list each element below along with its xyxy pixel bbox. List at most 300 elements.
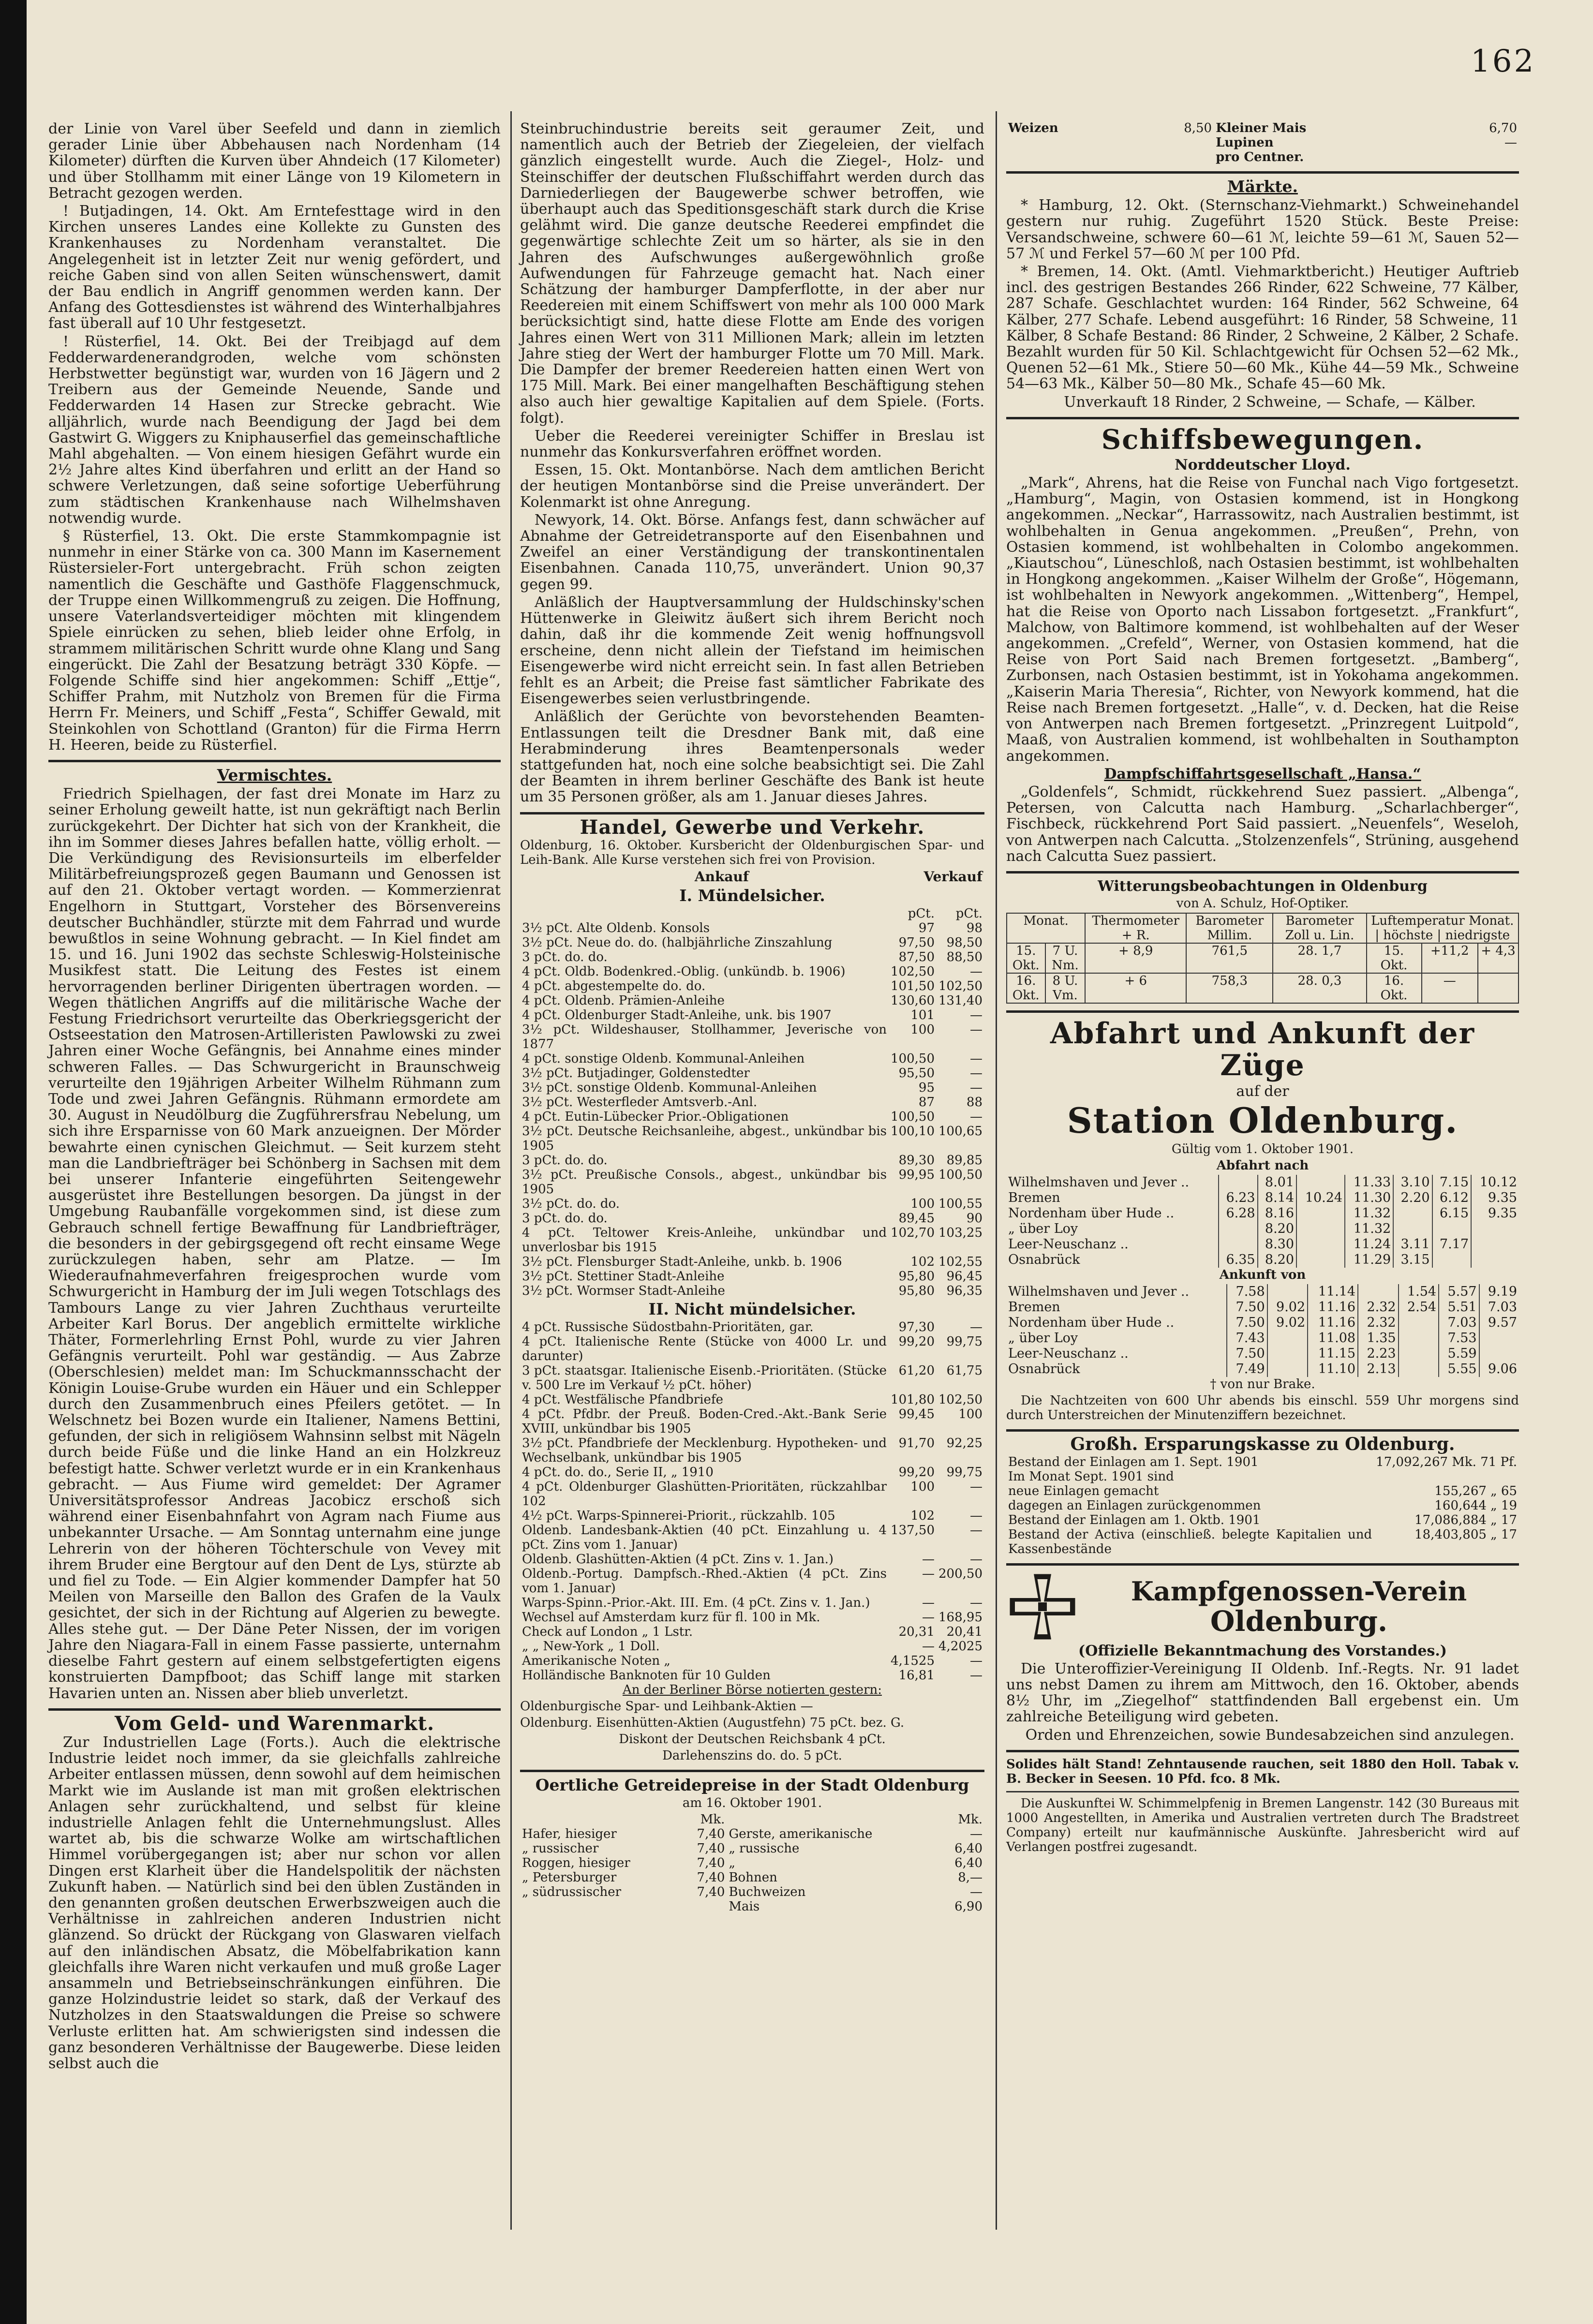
section-heading: Oertliche Getreidepreise in der Stadt Oldenburg <box>535 1776 969 1795</box>
kurs-row-cell: Holländische Banknoten für 10 Gulden <box>522 1668 771 1683</box>
getreide-row-cell: 6,40 <box>954 1856 983 1871</box>
iron-cross-icon <box>1006 1570 1079 1643</box>
savings-row-cell: Bestand der Activa (einschließ. belegte Kapitalien und Kassenbestände <box>1008 1527 1372 1556</box>
kurs-row-cell: 102,50 <box>891 964 935 979</box>
kurs-row-cell: 20,41 <box>946 1625 983 1640</box>
kurs-row-cell: 89,85 <box>946 1153 983 1168</box>
train-row-cell <box>1219 1237 1257 1252</box>
article-text: ! Butjadingen, 14. Okt. Am Erntefesttage wird in den Kirchen unseres Landes eine Kollekte zu Gunsten des Krankenhauses zu Nordenham veranstaltet. Die Angelegenheit ist in letzter Zeit nur wenig gefördert, und reiche Gaben sind von allen Seiten wünschenswert, damit der Bau endlich in Angriff genommen werden kann. Der Anfang des Gottesdienstes ist während des Winterhalbjahres fast überall auf 10 Uhr festgesetzt. <box>48 203 501 332</box>
train-row-cell <box>1358 1284 1399 1300</box>
train-row-cell <box>1267 1346 1308 1362</box>
weather-row-cell: — <box>1422 973 1478 1003</box>
kurs-row <box>520 1124 984 1153</box>
getreide-row-cell: 6,40 <box>954 1841 983 1856</box>
train-row <box>1006 1252 1519 1268</box>
column-rule <box>996 111 997 2230</box>
train-row-cell: 10.24 <box>1296 1190 1345 1206</box>
train-row-cell: Bremen <box>1008 1300 1060 1315</box>
kurs-table-1 <box>520 906 984 1298</box>
getreide-row-cell: „ Petersburger <box>522 1870 617 1885</box>
divider <box>1006 417 1519 419</box>
kurs-row-cell: 90 <box>966 1211 983 1226</box>
kurs-row-cell: — <box>970 1080 983 1095</box>
weather-header-cell: Barometer Millim. <box>1186 913 1273 943</box>
kurs-row-cell: 96,35 <box>946 1283 983 1298</box>
kurs-row-cell: 100 <box>910 1196 935 1211</box>
timetable-note: † von nur Brake. <box>1210 1377 1315 1392</box>
kurs-table-2 <box>520 1320 984 1683</box>
kurs-row <box>520 950 984 964</box>
kurs-row <box>520 1255 984 1269</box>
kurs-row-cell: 4 pCt. Oldenburger Glashütten-Prioritäten, rückzahlbar 102 <box>522 1480 887 1509</box>
savings-row-cell: neue Einlagen gemacht <box>1008 1483 1159 1498</box>
section-heading: Vom Geld- und Warenmarkt. <box>114 1712 435 1735</box>
kurs-row-cell: — <box>970 1480 983 1495</box>
subsection-heading: Norddeutscher Lloyd. <box>1175 456 1351 474</box>
kurs-row-cell: 3½ pCt. sonstige Oldenb. Kommunal-Anleihen <box>522 1080 817 1095</box>
col-header: Verkauf <box>923 868 983 885</box>
kurs-row-cell: 4 pCt. Oldenb. Prämien-Anleihe <box>522 993 725 1008</box>
train-row-cell: Osnabrück <box>1008 1252 1080 1268</box>
getreide-row-cell: „ südrussischer <box>522 1885 622 1900</box>
weather-row-cell: 7 U. Nm. <box>1045 943 1086 973</box>
weather-header <box>1007 913 1519 943</box>
diskont-line: Diskont der Deutschen Reichsbank 4 pCt. <box>619 1732 886 1747</box>
train-row-cell: 11.16 <box>1308 1300 1358 1315</box>
weather-row-cell: 28. 0,3 <box>1273 973 1366 1003</box>
train-row-cell: 7.03 <box>1439 1315 1479 1331</box>
kurs-row-cell: 4,2025 <box>938 1639 983 1654</box>
divider <box>1006 1429 1519 1432</box>
train-row-cell <box>1393 1206 1432 1221</box>
train-row-cell: 11.30 <box>1345 1190 1393 1206</box>
train-row-cell: 7.17 <box>1432 1237 1471 1252</box>
kurs-row-cell: 99,75 <box>946 1334 983 1349</box>
grain-name: Weizen <box>1008 121 1058 135</box>
arrival-table <box>1006 1284 1519 1377</box>
train-row-cell: 6.23 <box>1219 1190 1257 1206</box>
kurs-row-cell: 200,50 <box>938 1567 983 1582</box>
train-row-cell: 6.28 <box>1219 1206 1257 1221</box>
train-row <box>1006 1284 1519 1300</box>
getreide-row-cell: 7,40 <box>697 1841 725 1856</box>
kurs-row <box>520 935 984 950</box>
club-city: Oldenburg. <box>1210 1604 1388 1638</box>
weather-row-cell: 761,5 <box>1186 943 1273 973</box>
kurs-row <box>520 1269 984 1284</box>
train-row-cell: 9.57 <box>1479 1315 1519 1331</box>
train-row-cell: 9.35 <box>1471 1190 1519 1206</box>
weather-row-cell: +11,2 <box>1422 943 1478 973</box>
kurs-row-cell: 100 <box>958 1407 983 1422</box>
kurs-row-cell: 95,80 <box>898 1283 935 1298</box>
getreide-row-cell: Mais <box>729 1899 760 1914</box>
kurs-row <box>520 979 984 993</box>
kurs-row-cell: Oldenb.-Portug. Dampfsch.-Rhed.-Aktien (4 pCt. Zins vom 1. Januar) <box>522 1567 887 1596</box>
kurs-row-cell: 3½ pCt. Preußische Consols., abgest., unkündbar bis 1905 <box>522 1167 887 1197</box>
train-row-cell: Nordenham über Hude .. <box>1008 1206 1175 1221</box>
diskont-line: Darlehenszins do. do. 5 pCt. <box>662 1748 842 1763</box>
article-text: „Goldenfels“, Schmidt, rückkehrend Suez passiert. „Albenga“, Petersen, von Calcutta nach Hamburg. „Scharlachberger“, Fischbeck, rückkehrend Port Said passiert. „Neuenfels“, Weseloh, von Antwerpen nach Calcutta. „Stolzenzenfels“, Strüning, ausgehend nach Calcutta Suez passiert. <box>1006 783 1519 865</box>
train-row-cell: 2.32 <box>1358 1315 1399 1331</box>
train-row-cell <box>1267 1331 1308 1346</box>
train-row-cell <box>1296 1206 1345 1221</box>
section-heading: Märkte. <box>1227 177 1298 196</box>
train-row-cell <box>1399 1315 1439 1331</box>
unit-label: pCt. <box>955 906 983 921</box>
kurs-row <box>520 1668 984 1683</box>
getreide-row-cell: „ <box>729 1856 735 1871</box>
kurs-row-cell: Check auf London „ 1 Lstr. <box>522 1625 693 1640</box>
kurs-row-cell: 3 pCt. do. do. <box>522 949 608 964</box>
kurs-row-cell: 87 <box>918 1095 935 1110</box>
article-text: * Bremen, 14. Okt. (Amtl. Viehmarktbericht.) Heutiger Auftrieb incl. des gestrigen Bestandes 266 Rinder, 622 Schweine, 77 Kälber, 287 Schafe. Geschlachtet wurden: 164 Rinder, 562 Schweine, 64 Kälber, 277 Schafe. Lebend ausgeführt: 16 Rinder, 58 Schweine, 11 Kälber, 8 Schafe Bestand: 86 Rinder, 2 Schweine, 2 Kälber, 2 Schafe. Bezahlt wurden für 50 Kil. Schlachtgewicht für Ochsen 52—62 Mk., Quenen 52—61 Mk., Stiere 50—60 Mk., Kühe 44—59 Mk., Schweine 54—63 Mk., Kälber 50—80 Mk., Schafe 45—60 Mk. <box>1006 263 1519 393</box>
getreide-row <box>520 1827 984 1841</box>
kurs-row-cell: 4 pCt. Pfdbr. der Preuß. Boden-Cred.-Akt.-Bank Serie XVIII, unkündbar bis 1905 <box>522 1407 887 1436</box>
train-row <box>1006 1237 1519 1252</box>
savings-rows <box>1006 1455 1519 1556</box>
train-row-cell: 1.54 <box>1399 1284 1439 1300</box>
getreide-row-cell <box>520 1899 681 1914</box>
grain-price: 8,50 <box>1184 121 1212 135</box>
kurs-row-cell: — <box>922 1596 935 1611</box>
train-row-cell <box>1296 1237 1345 1252</box>
kurs-row <box>520 1022 984 1051</box>
article-text: Anläßlich der Hauptversammlung der Huldschinsky'schen Hüttenwerke in Gleiwitz äußert sich ihrem Bericht noch dahin, daß ihr die kommende Zeit wenig hoffnungsvoll erscheine, denn nicht allein der Tiefstand im heimischen Eisengewerbe wird nicht erreicht sein. In fast allen Betrieben fehlt es an Arbeit; die Preise fast sämtlicher Fabrikate des Eisengewerbes seien verlustbringende. <box>520 593 984 708</box>
getreide-row <box>520 1856 984 1870</box>
article-text: Ueber die Reederei vereinigter Schiffer in Breslau ist nunmehr das Konkursverfahren eröffnet worden. <box>520 427 984 461</box>
getreide-row-cell: — <box>970 1827 983 1842</box>
weather-row-cell: 15. Okt. <box>1007 943 1045 973</box>
train-row-cell <box>1432 1221 1471 1237</box>
kurs-row <box>520 1407 984 1436</box>
kurs-row-cell: 4 pCt. abgestempelte do. do. <box>522 978 706 993</box>
weather-row <box>1007 943 1519 973</box>
kurs-row-cell: 100,65 <box>938 1124 983 1139</box>
train-row-cell: Leer-Neuschanz .. <box>1008 1237 1129 1252</box>
page-number: 162 <box>1471 44 1536 79</box>
weather-row-cell: + 6 <box>1085 973 1186 1003</box>
train-row-cell: 11.29 <box>1345 1252 1393 1268</box>
train-row-cell: „ über Loy <box>1008 1221 1078 1237</box>
kurs-row-cell: 3½ pCt. Stettiner Stadt-Anleihe <box>522 1269 725 1284</box>
train-row-cell: 2.32 <box>1358 1300 1399 1315</box>
unit-label: Mk. <box>700 1812 725 1827</box>
scan-edge <box>0 0 27 2324</box>
kurs-intro: Oldenburg, 16. Oktober. Kursbericht der Oldenburgischen Spar- und Leih-Bank. Alle Kurse verstehen sich frei von Provision. <box>520 838 984 867</box>
kurs-row-cell: 88,50 <box>946 949 983 964</box>
article-text: § Rüsterfiel, 13. Okt. Die erste Stammkompagnie ist nunmehr in einer Stärke von ca. 300 Mann im Kasernement Rüstersieler-Fort untergebracht. Früh schon zeigten namentlich die Geschäfte und Gasthöfe Flaggenschmuck, der Truppe einen Willkommengruß zu zeigen. Die Hoffnung, unsere Vaterlandsverteidiger möchten mit klingendem Spiele einrücken zu sehen, blieb leider ohne Erfolg, in strammem militärischen Schritt wurde ohne Klang und Sang eingerückt. Die Zahl der Besatzung beträgt 330 Köpfe. — Folgende Schiffe sind hier angekommen: Schiff „Ettje“, Schiffer Prahm, mit Nutzholz von Bremen für die Firma Herrn Fr. Meiners, und Schiff „Festa“, Schiffer Gewald, mit Steinkohlen von Schottland (Granton) für die Firma Herrn H. Heeren, beide zu Rüsterfiel. <box>48 528 501 754</box>
weather-header-cell: Thermometer + R. <box>1085 913 1186 943</box>
kurs-row <box>520 1567 984 1596</box>
train-row-cell: 7.43 <box>1227 1331 1267 1346</box>
train-row-cell: 8.16 <box>1258 1206 1296 1221</box>
train-row-cell: 1.35 <box>1358 1331 1399 1346</box>
train-row-cell <box>1296 1175 1345 1190</box>
train-row-cell: 6.35 <box>1219 1252 1257 1268</box>
kurs-row <box>520 1625 984 1639</box>
savings-row-cell: Bestand der Einlagen am 1. Oktb. 1901 <box>1008 1512 1261 1527</box>
weather-rows <box>1007 943 1519 1003</box>
train-row-cell <box>1267 1284 1308 1300</box>
column-1 <box>48 121 501 2073</box>
kurs-row <box>520 1320 984 1334</box>
kurs-row-cell: 3 pCt. staatsgar. Italienische Eisenb.-Prioritäten. (Stücke v. 500 Lre im Verkauf ½ pCt. höher) <box>522 1363 887 1393</box>
grain-name: Lupinen <box>1216 135 1274 150</box>
kurs-row-cell: 3 pCt. do. do. <box>522 1211 608 1226</box>
kurs-row-cell: 89,30 <box>898 1153 935 1168</box>
advertisement: Solides hält Stand! Zehntausende rauchen, seit 1880 den Holl. Tabak v. B. Becker in Seesen. 10 Pfd. fco. 8 Mk. <box>1006 1757 1519 1786</box>
savings-row <box>1006 1484 1519 1498</box>
getreide-row-cell: Bohnen <box>729 1870 777 1885</box>
train-row-cell: 11.08 <box>1308 1331 1358 1346</box>
train-row-cell: Wilhelmshaven und Jever .. <box>1008 1175 1190 1190</box>
kurs-row-cell: 4 pCt. Eutin-Lübecker Prior.-Obligationen <box>522 1109 789 1124</box>
train-row-cell <box>1296 1221 1345 1237</box>
savings-table <box>1006 1455 1519 1556</box>
kurs-row-cell: 3 pCt. do. do. <box>522 1153 608 1168</box>
article-text: * Hamburg, 12. Okt. (Sternschanz-Viehmarkt.) Schweinehandel gestern nur ruhig. Zugeführt 1520 Stück. Beste Preise: Versandschweine, schwere 60—61 ℳ, leichte 59—61 ℳ, Sauen 52—57 ℳ und Ferkel 57—60 ℳ per 100 Pfd. <box>1006 197 1519 262</box>
train-row-cell: 5.55 <box>1439 1362 1479 1377</box>
train-row-cell: 8.30 <box>1258 1237 1296 1252</box>
train-row-cell: 2.20 <box>1393 1190 1432 1206</box>
train-row-cell: 11.16 <box>1308 1315 1358 1331</box>
advertisement: Die Auskunftei W. Schimmelpfenig in Bremen Langenstr. 142 (30 Bureaus mit 1000 Angestellten, in Amerika und Australien vertreten durch The Bradstreet Company) erteilt nur kaufmännische Auskünfte. Jahresbericht wird auf Verlangen postfrei zugesandt. <box>1006 1796 1519 1854</box>
kurs-row <box>520 1334 984 1363</box>
kurs-row-cell: 97,50 <box>898 935 935 950</box>
weather-row-cell: 28. 1,7 <box>1273 943 1366 973</box>
train-row-cell: Leer-Neuschanz .. <box>1008 1346 1129 1362</box>
kurs-row-cell: 131,40 <box>938 993 983 1008</box>
kurs-row-cell: 98 <box>966 920 983 935</box>
train-row-cell: 11.24 <box>1345 1237 1393 1252</box>
kurs-row-cell: 3½ pCt. Westerfleder Amtsverb.-Anl. <box>522 1095 758 1110</box>
kurs-row <box>520 1465 984 1480</box>
train-row-cell <box>1479 1331 1519 1346</box>
kurs-row-cell: 101,50 <box>891 978 935 993</box>
weather-header-cell: Luftemperatur Monat. | höchste | niedrigste <box>1367 913 1519 943</box>
kurs-row-cell: 4 pCt. sonstige Oldenb. Kommunal-Anleihen <box>522 1051 805 1066</box>
train-row-cell: Wilhelmshaven und Jever .. <box>1008 1284 1190 1300</box>
getreide-row-cell: „ russischer <box>522 1841 599 1856</box>
kurs-row-cell: Amerikanische Noten „ <box>522 1654 670 1669</box>
getreide-row-cell: 6,90 <box>954 1899 983 1914</box>
train-row-cell: Bremen <box>1008 1190 1060 1206</box>
train-row-cell: 11.33 <box>1345 1175 1393 1190</box>
train-row-cell <box>1267 1362 1308 1377</box>
kurs-row <box>520 1211 984 1226</box>
train-row-cell: 9.02 <box>1267 1315 1308 1331</box>
weather-row-cell: 758,3 <box>1186 973 1273 1003</box>
kurs-row-cell: 130,60 <box>891 993 935 1008</box>
weizen-table <box>1006 121 1519 164</box>
kurs-row-cell: 97 <box>918 920 935 935</box>
weather-row <box>1007 973 1519 1003</box>
train-row-cell: 7.03 <box>1479 1300 1519 1315</box>
kurs-row-cell: — <box>970 1552 983 1567</box>
kurs-row-cell: 100 <box>910 1022 935 1037</box>
article-text: der Linie von Varel über Seefeld und dann in ziemlich gerader Linie über Abbehausen nach Nordenham (14 Kilometer) dürften die Kurven über Ahndeich (17 Kilometer) und über Stollhamm mit einer Länge von 19 Kilometern in Betracht gezogen werden. <box>48 120 501 202</box>
kurs-row-cell: 91,70 <box>898 1436 935 1451</box>
grain-price: — <box>1504 135 1517 150</box>
train-row-cell <box>1393 1221 1432 1237</box>
train-row <box>1006 1190 1519 1206</box>
kurs-row-cell: — <box>970 1066 983 1081</box>
kurs-row-cell: 4 pCt. Italienische Rente (Stücke von 4000 Lr. und darunter) <box>522 1334 887 1364</box>
grain-price: 6,70 <box>1489 121 1517 135</box>
savings-row-cell: 18,403,805 „ 17 <box>1414 1527 1517 1542</box>
train-row-cell: 7.50 <box>1227 1346 1267 1362</box>
train-row-cell <box>1479 1346 1519 1362</box>
train-row-cell: 8.14 <box>1258 1190 1296 1206</box>
club-notice-text: Orden und Ehrenzeichen, sowie Bundesabzeichen sind anzulegen. <box>1025 1726 1515 1744</box>
savings-row <box>1006 1498 1519 1513</box>
weather-table <box>1006 913 1519 1004</box>
divider <box>520 812 984 814</box>
train-row-cell: 10.12 <box>1471 1175 1519 1190</box>
train-row-cell <box>1471 1221 1519 1237</box>
kurs-row-cell: 3½ pCt. Wormser Stadt-Anleihe <box>522 1283 725 1298</box>
kurs-row-cell: 168,95 <box>938 1610 983 1625</box>
arrival-rows <box>1006 1284 1519 1377</box>
kurs-row <box>520 1168 984 1197</box>
weather-row-cell: 16. Okt. <box>1367 973 1422 1003</box>
savings-row <box>1006 1527 1519 1556</box>
kurs-row-cell: — <box>970 1509 983 1524</box>
berlin-heading: An der Berliner Börse notierten gestern: <box>622 1683 882 1698</box>
train-row-cell: „ über Loy <box>1008 1331 1078 1346</box>
timetable-heading: Abfahrt nach <box>1216 1158 1309 1173</box>
train-row-cell: 2.54 <box>1399 1300 1439 1315</box>
train-row-cell <box>1471 1252 1519 1268</box>
train-row-cell: 8.20 <box>1258 1221 1296 1237</box>
savings-row-cell: 17,086,884 „ 17 <box>1414 1512 1517 1527</box>
subsection-heading: I. Mündelsicher. <box>679 886 825 905</box>
kurs-row-cell: — <box>970 1668 983 1683</box>
kurs-row-cell: 102,55 <box>938 1254 983 1269</box>
savings-row <box>1006 1455 1519 1469</box>
kurs-row-cell: 100,50 <box>938 1167 983 1182</box>
getreide-row <box>520 1899 984 1914</box>
getreide-row-cell: 7,40 <box>697 1827 725 1842</box>
kurs-row-cell: Oldenb. Glashütten-Aktien (4 pCt. Zins v. 1. Jan.) <box>522 1552 834 1567</box>
train-row-cell: 6.12 <box>1432 1190 1471 1206</box>
kurs-row-cell: 3½ pCt. Pfandbriefe der Mecklenburg. Hypotheken- und Wechselbank, unkündbar bis 1905 <box>522 1436 887 1465</box>
kurs-row-cell: 20,31 <box>898 1625 935 1640</box>
kurs-row-cell: — <box>922 1567 935 1582</box>
kurs-row-cell: 4 pCt. Oldb. Bodenkred.-Oblig. (unkündb. b. 1906) <box>522 964 846 979</box>
kurs-row-cell: 96,45 <box>946 1269 983 1284</box>
kurs-row-cell: 99,20 <box>898 1334 935 1349</box>
divider <box>1006 1010 1519 1013</box>
berlin-line: Oldenburg. Eisenhütten-Aktien (Augustfehn) 75 pCt. bez. G. <box>520 1716 905 1731</box>
kurs-row <box>520 1284 984 1298</box>
kurs-row <box>520 1095 984 1110</box>
col-header: Ankauf <box>694 868 749 885</box>
train-row-cell <box>1399 1362 1439 1377</box>
train-row-cell <box>1399 1331 1439 1346</box>
savings-row-cell: 155,267 „ 65 <box>1434 1483 1517 1498</box>
train-row-cell: 3.15 <box>1393 1252 1432 1268</box>
timetable-heading: Ankunft von <box>1219 1268 1306 1283</box>
station-heading: Station Oldenburg. <box>1067 1100 1459 1141</box>
kurs-row-cell: 3½ pCt. Flensburger Stadt-Anleihe, unkb. b. 1906 <box>522 1254 842 1269</box>
article-text: Anläßlich der Gerüchte von bevorstehenden Beamten-Entlassungen teilt die Dresdner Bank mit, daß eine Herabminderung ihres Beamtenpersonals weder stattgefunden hat, noch eine solche beabsichtigt sei. Die Zahl der Beamten in ihrem berliner Geschäfte des Bank ist heute um 35 Personen größer, als am 1. Januar dieses Jahres. <box>520 708 984 806</box>
article-text: Zur Industriellen Lage (Forts.). Auch die elektrische Industrie leidet noch immer, da sie gleichfalls zahlreiche Arbeiter entlassen müssen, denn sowohl auf dem heimischen Markt wie im Auslande ist man mit großen elektrischen Anlagen sehr zurückhaltend, und selbst für kleine industrielle Anlagen fehlt die Unternehmungslust. Alles wartet ab, bis die schwarze Wolke am wirtschaftlichen Himmel vorübergegangen ist; aber nur schon vor allen Dingen erst Klarheit über die Handelspolitik der nächsten Zukunft haben. — Natürlich sind bei den üblen Zuständen in den genannten großen deutschen Erwerbszweigen auch die Verhältnisse in zahlreichen anderen Industrien nicht glänzend. So drückt der Rückgang von Glaswaren vielfach auf den inländischen Absatz, die Möbelfabrikation kann gleichfalls ihre Waren nicht verkaufen und muß große Lager ansammeln und Betriebseinschränkungen einführen. Die ganze Holzindustrie leidet so stark, daß der Verkauf des Nutzholzes in den Staatswaldungen die Preise so schwere Verluste erlitten hat. Am schwierigsten sind indessen die ganz besonderen Verhältnisse der Baugewerbe. Diese leiden selbst auch die <box>48 1733 501 2072</box>
kurs-row <box>520 1654 984 1668</box>
getreide-date: am 16. Oktober 1901. <box>682 1796 822 1811</box>
getreide-row-cell: Gerste, amerikanische <box>729 1827 873 1842</box>
kurs-row-cell: — <box>970 1007 983 1022</box>
kurs-row-cell: 100,55 <box>938 1196 983 1211</box>
kurs-row-cell: 4,1525 <box>891 1654 935 1669</box>
kurs-row-cell: — <box>970 1051 983 1066</box>
train-row-cell: 5.57 <box>1439 1284 1479 1300</box>
kurs-row <box>520 1509 984 1523</box>
train-row-cell: 8.01 <box>1258 1175 1296 1190</box>
train-row-cell: 7.15 <box>1432 1175 1471 1190</box>
section-heading: Witterungsbeobachtungen in Oldenburg <box>1098 877 1428 895</box>
kurs-row <box>520 1480 984 1509</box>
kurs-row-cell: — <box>970 1596 983 1611</box>
kurs-row <box>520 1226 984 1255</box>
article-text: „Mark“, Ahrens, hat die Reise von Funchal nach Vigo fortgesetzt. „Hamburg“, Magin, von Ostasien kommend, ist in Hongkong angekommen. „Neckar“, Harrassowitz, nach Australien bestimmt, ist wohlbehalten in Genua angekommen. „Preußen“, Prehn, von Ostasien kommend, ist wohlbehalten in Colombo angekommen. „Kiautschou“, Lüneschloß, nach Ostasien bestimmt, ist wohlbehalten in Hongkong angekommen. „Kaiser Wilhelm der Große“, Högemann, ist wohlbehalten in Newyork angekommen. „Wittenberg“, Hempel, hat die Reise von Oporto nach Lissabon fortgesetzt. „Frankfurt“, Malchow, von Baltimore kommend, ist wohlbehalten auf der Weser angekommen. „Crefeld“, Werner, von Ostasien kommend, hat die Reise von Port Said nach Bremen fortgesetzt. „Bamberg“, Zurbonsen, nach Ostasien bestimmt, ist in Yokohama angekommen. „Kaiserin Maria Theresia“, Richter, von Newyork kommend, hat die Reise nach Bremen fortgesetzt. „Halle“, v. d. Decken, hat die Reise von Antwerpen nach Bremen fortgesetzt. „Prinzregent Luitpold“, Maaß, von Australien kommend, ist wohlbehalten in Southampton angekommen. <box>1006 474 1519 765</box>
kurs-row-cell: 3½ pCt. Butjadinger, Goldenstedter <box>522 1066 750 1081</box>
kurs-row-cell: 4½ pCt. Warps-Spinnerei-Priorit., rückzahlb. 105 <box>522 1509 835 1524</box>
kurs-row-cell: 87,50 <box>898 949 935 964</box>
article-text: Steinbruchindustrie bereits seit geraumer Zeit, und namentlich auch der Betrieb der Ziegeleien, der vielfach gänzlich eingestellt wurde. Auch die Ziegel-, Holz- und Steinschiffer der deutschen Flußschiffahrt werden durch das Darniederliegen der Baugewerbe schwer betroffen, wie überhaupt auch das Speditionsgeschäft stark durch die Krise gelähmt wird. Die ganze deutsche Reederei empfindet die gegenwärtige schlechte Zeit um so härter, als sie in den Jahren des Aufschwunges außergewöhnlich große Aufwendungen für Fahrzeuge gemacht hat. Nach einer Schätzung der hamburger Dampferflotte, in der aber nur Reedereien mit einem Schiffswert von mehr als 100 000 Mark berücksichtigt sind, hatte diese Flotte am Ende des vorigen Jahres einen Wert von 311 Millionen Mark; allein im letzten Jahre stieg der Wert der hamburger Flotte um 70 Mill. Mark. Die Dampfer der bremer Reedereien hatten einen Wert von 175 Mill. Mark. Bei einer mangelhaften Beschäftigung stehen also auch hier gewaltige Kapitalien auf dem Spiele. (Forts. folgt). <box>520 120 984 427</box>
savings-row-cell: Bestand der Einlagen am 1. Sept. 1901 <box>1008 1454 1259 1469</box>
kurs-row <box>520 1552 984 1567</box>
kurs-row <box>520 993 984 1008</box>
kurs-row-cell: 100,50 <box>891 1109 935 1124</box>
kurs-row-cell: 61,75 <box>946 1363 983 1378</box>
getreide-row-cell: 8,— <box>958 1870 983 1885</box>
club-notice-sub: (Offizielle Bekanntmachung des Vorstandes.) <box>1078 1642 1447 1659</box>
kurs-row-cell: 3½ pCt. Wildeshauser, Stollhammer, Jeverische von 1877 <box>522 1022 887 1051</box>
kurs-row-cell: 102 <box>910 1254 935 1269</box>
kurs-row-cell: 99,95 <box>898 1167 935 1182</box>
divider <box>1006 1563 1519 1566</box>
train-row-cell: 11.32 <box>1345 1206 1393 1221</box>
kurs-row-cell: 88 <box>966 1095 983 1110</box>
kurs-header <box>520 869 984 885</box>
kurs-row-cell: 89,45 <box>898 1211 935 1226</box>
train-row <box>1006 1362 1519 1377</box>
timetable-note: Die Nachtzeiten von 600 Uhr abends bis einschl. 559 Uhr morgens sind durch Unterstreichen der Minutenziffern bezeichnet. <box>1006 1393 1519 1423</box>
train-row-cell: 5.59 <box>1439 1346 1479 1362</box>
train-row-cell <box>1219 1175 1257 1190</box>
getreide-row-cell: 7,40 <box>697 1885 725 1900</box>
kurs-row-cell: „ „ New-York „ 1 Doll. <box>522 1639 660 1654</box>
subsection-heading: Dampfschiffahrtsgesellschaft „Hansa.“ <box>1104 765 1421 783</box>
kurs-row <box>520 1153 984 1168</box>
getreide-rows <box>520 1827 984 1914</box>
weather-row-cell <box>1478 973 1519 1003</box>
kurs-row-cell: 98,50 <box>946 935 983 950</box>
savings-row-cell: 160,644 „ 19 <box>1434 1498 1517 1513</box>
article-text: Friedrich Spielhagen, der fast drei Monate im Harz zu seiner Erholung geweilt hatte, ist nun gekräftigt nach Berlin zurückgekehrt. Der Dichter hat sich von der Krankheit, die ihn im Sommer dieses Jahres befallen hatte, völlig erholt. — Die Verkündigung des Revisionsurteils im elberfelder Militärbefreiungsprozeß gegen Baumann und Genossen ist auf den 21. Oktober vertagt worden. — Kommerzienrat Engelhorn in Stuttgart, Vorsteher des Börsenvereins deutscher Buchhändler, stürzte mit dem Fahrrad und wurde bewußtlos in seine Wohnung gebracht. — In Kiel findet am 15. und 16. Juni 1902 das sechste Schleswig-Holsteinische Musikfest statt. Die Leitung des Festes ist einem hervorragenden berliner Dirigenten übertragen worden. — Wegen thätlichen Angriffs auf die militärische Wache der Festung Friedrichsort verurteilte das Oberkriegsgericht der Ostseestation den Matrosen-Artilleristen Pawlowski zu zwei Jahren einer Woche Gefängnis, bei Annahme eines minder schweren Falles. — Das Schwurgericht in Braunschweig verurteilte den 19jährigen Arbeiter Wilhelm Rühmann zum Tode und zwei Jahren Gefängnis. Rühmann ermordete am 30. August in Neudölburg die Zugführersfrau Nebelung, um sich ihre Ersparnisse von 60 Mark anzueignen. Der Mörder bewahrte einen cynischen Gleichmut. — Seit kurzem steht man die Landbriefträger bei Schönberg in Sachsen mit dem bei unserer Infanterie eingeführten Seitengewehr ausgerüstet ihre Bestellungen besorgen. Da jüngst in der Umgebung Raubanfälle vorgekommen sind, ist diese zum Gebrauch schnell fertige Bewaffnung für Landbriefträger, die besonders in der gebirgsgegend oft recht einsame Wege zurückzulegen haben, sehr am Platze. — Im Wiederaufnahmeverfahren freigesprochen wurde vom Schwurgericht in Hamburg der im Juli wegen Totschlags des Tambours Lange zu vier Jahren Zuchthaus verurteilte Arbeiter Karl Borus. Der angeblich ermittelte wirkliche Thäter, Formerlehrling Ernst Pohl, wurde zu vier Jahren Gefängnis verurteilt. Pohl war geständig. — Aus Zabrze (Oberschlesien) meldet man: Im Schuckmannsschacht der Königin Louise-Grube wurden ein Häuer und ein Schlepper durch den Zusammenbruch eines Pfeilers getötet. — In Welschnetz bei Bozen wurde ein Italiener, Namens Bettini, gefunden, der sich in religiösem Wahnsinn selbst mit Nägeln durch beide Füße und die linke Hand an ein Holzkreuz befestigt hatte. Schwer verletzt wurde er in ein Krankenhaus gebracht. — Aus Fiume wird gemeldet: Der Agramer Universitätsprofessor Andreas Jacobicz erschoß sich während einer Eisenbahnfahrt von Agram nach Fiume aus unbekannter Ursache. — Am Sonntag unternahm eine junge Lehrerin von der höheren Töchterschule von Vevey mit ihrem Bruder eine Bergtour auf den Dent de Lys, stürzte ab und fiel zu Tode. — Ein Algier kommender Dampfer hat 50 Meilen von Marseille den Ballon des Grafen de la Vaulx gesichtet, der sich in der Richtung auf Algerien zu bewegte. Alles stehe gut. — Der Däne Peter Nissen, der im vorigen Jahre den Niagara-Fall in einem Fasse passierte, unternahm dieselbe Fahrt gestern auf einem selbstgefertigten eigens konstruierten Dampfboot; das Schiff lange mit starken Havarien unten an. Nissen aber blieb unverletzt. <box>48 785 501 1702</box>
unit-label: pCt. <box>908 906 935 921</box>
kurs-row-cell: — <box>970 1654 983 1669</box>
subsection-heading: II. Nicht mündelsicher. <box>648 1299 856 1318</box>
kurs-row-cell: 3½ pCt. do. do. <box>522 1196 620 1211</box>
unit-label: pro Centner. <box>1216 150 1304 164</box>
kurs-row-cell: 4 pCt. Westfälische Pfandbriefe <box>522 1392 723 1407</box>
divider <box>1006 1791 1519 1792</box>
kurs-row <box>520 1639 984 1654</box>
kurs-row-cell: — <box>922 1610 935 1625</box>
